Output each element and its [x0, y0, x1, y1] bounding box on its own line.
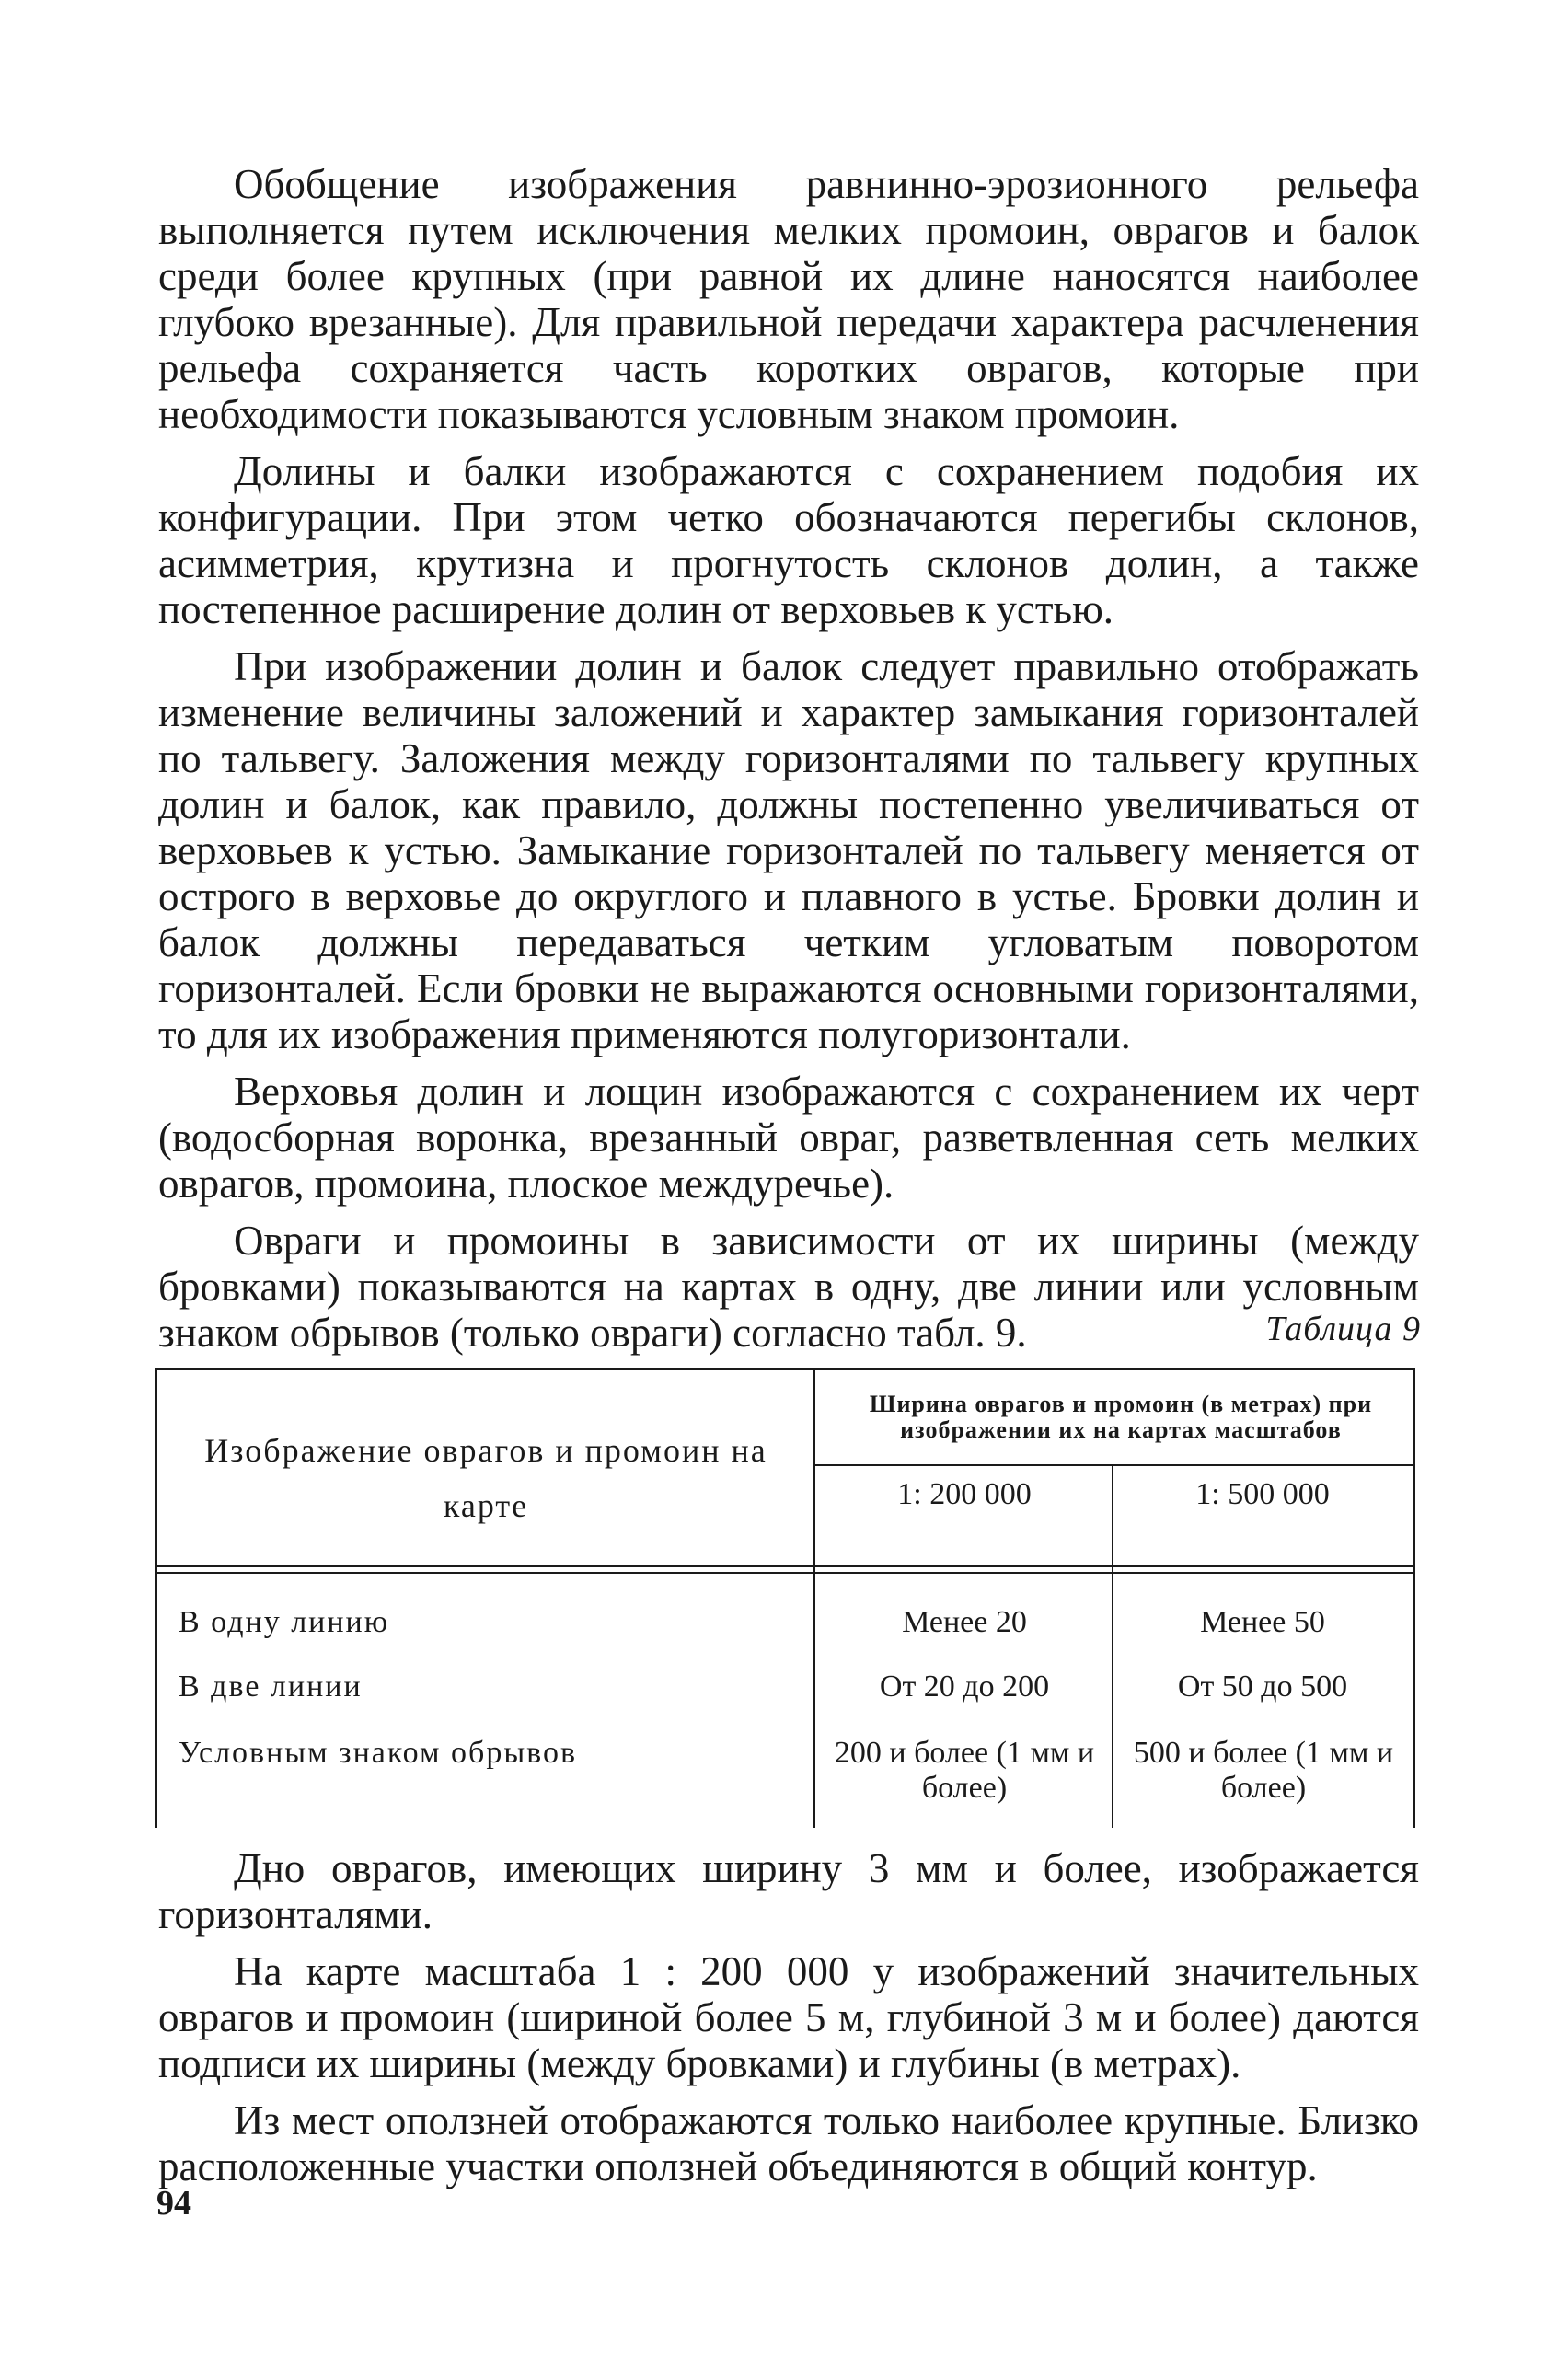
body-text-bottom	[158, 1845, 1419, 2201]
table-subhead-rule	[813, 1464, 1415, 1466]
table-row-value-2: Менее 50	[1200, 1605, 1325, 1639]
table-scale-2: 1: 500 000	[1195, 1477, 1330, 1511]
paragraph: При изображении долин и балок следует правильно отображать изменение величины заложений и характер замыкания горизонталей по тальвегу. Заложения между горизонталями по тальвегу крупных долин и балок, как правило, должны постепенно увеличиваться от верховьев к устью. Замыкание горизонталей по тальвегу меняется от острого в верховье до округлого и плавного в устье. Бровки долин и балок должны передаваться четким угловатым поворотом горизонталей. Если бровки не выражаются основными горизонталями, то для их изображения применяются полугоризонтали.	[158, 643, 1419, 1057]
paragraph: Верховья долин и лощин изображаются с сохранением их черт (водосборная воронка, врезанный овраг, разветвленная сеть мелких оврагов, промоина, плоское междуречье).	[158, 1069, 1419, 1207]
paragraph: Овраги и промоины в зависимости от их ширины (между бровками) показываются на картах в одну, две линии или условным знаком обрывов (только овраги) согласно табл. 9.	[158, 1218, 1419, 1356]
table-left-border	[155, 1368, 157, 1828]
table-row-label: В одну линию	[179, 1605, 390, 1639]
table-row-value-1: От 20 до 200	[879, 1669, 1050, 1704]
paragraph: Из мест оползней отображаются только наиболее крупные. Близко расположенные участки оползней объединяются в общий контур.	[158, 2097, 1419, 2189]
table-caption: Таблица 9	[1265, 1310, 1421, 1348]
table-row-value-1: 200 и более (1 мм и более)	[834, 1736, 1095, 1805]
table-head-left: Изображение оврагов и промоин на карте	[204, 1432, 767, 1524]
table-subcol-divider	[1112, 1464, 1113, 1828]
table-row-value-1: Менее 20	[902, 1605, 1027, 1639]
body-text-top	[158, 161, 1419, 1367]
table-col-divider	[813, 1368, 815, 1828]
table-head-right: Ширина оврагов и промоин (в метрах) при изображении их на картах масштабов	[869, 1391, 1373, 1443]
table-top-rule	[155, 1368, 1415, 1370]
paragraph: Дно оврагов, имеющих ширину 3 мм и более, изображается горизонталями.	[158, 1845, 1419, 1937]
table-row-label: В две линии	[179, 1669, 363, 1704]
page-number: 94	[156, 2184, 191, 2223]
table-row-value-2: От 50 до 500	[1177, 1669, 1348, 1704]
paragraph: Обобщение изображения равнинно-эрозионного рельефа выполняется путем исключения мелких промоин, оврагов и балок среди более крупных (при равной их длине наносятся наиболее глубоко врезанные). Для правильной передачи характера расчленения рельефа сохраняется часть коротких оврагов, которые при необходимости показываются условным знаком промоин.	[158, 161, 1419, 437]
table-scale-1: 1: 200 000	[897, 1477, 1032, 1511]
table-row-value-2: 500 и более (1 мм и более)	[1133, 1736, 1394, 1805]
table-9	[155, 1368, 1415, 1828]
paragraph: На карте масштаба 1 : 200 000 у изображений значительных оврагов и промоин (шириной более 5 м, глубиной 3 м и более) даются подписи их ширины (между бровками) и глубины (в метрах).	[158, 1948, 1419, 2086]
paragraph: Долины и балки изображаются с сохранением подобия их конфигурации. При этом четко обозначаются перегибы склонов, асимметрия, крутизна и прогнутость склонов долин, а также постепенное расширение долин от верховьев к устью.	[158, 448, 1419, 632]
table-row-label: Условным знаком обрывов	[179, 1736, 578, 1770]
table-head-rule	[155, 1565, 1415, 1567]
table-head-rule-2	[155, 1572, 1415, 1574]
